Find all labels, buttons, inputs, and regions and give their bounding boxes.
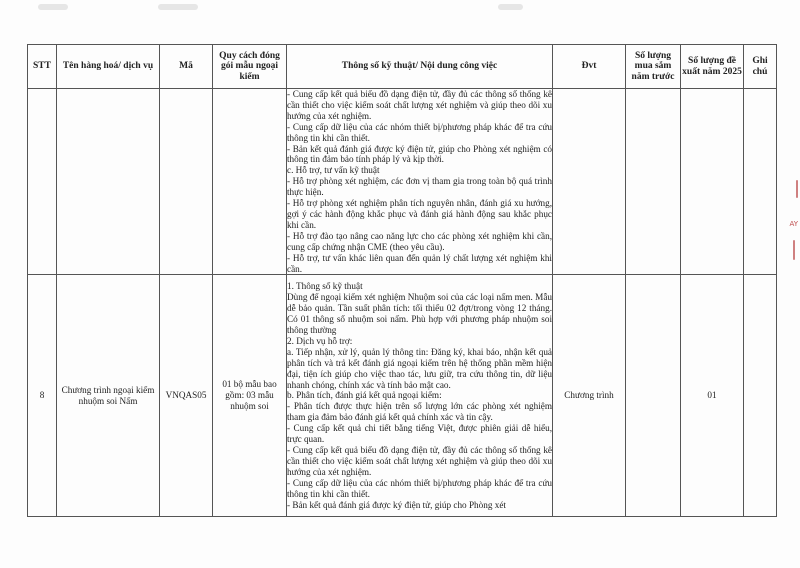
cell-unit: Chương trình bbox=[553, 275, 626, 517]
spec-line: - Cung cấp dữ liệu của các nhóm thiết bị/phương pháp khác để tra cứu thông tin khi cần thiết. bbox=[287, 477, 552, 499]
cell-package: 01 bộ mẫu bao gồm: 03 mẫu nhuộm soi bbox=[213, 275, 287, 517]
spec-line: 2. Dịch vụ hỗ trợ: bbox=[287, 335, 353, 346]
spec-line: c. Hỗ trợ, tư vấn kỹ thuật bbox=[287, 165, 380, 176]
spec-line: - Cung cấp kết quả biểu đồ dạng điện tử, đầy đủ các thông số thống kê cần thiết cho việc kiểm soát chất lượng xét nghiệm và giúp theo dõi xu hướng của xét nghiệm. bbox=[287, 444, 552, 477]
cell-note bbox=[744, 275, 777, 517]
margin-stamp-text: AY bbox=[789, 220, 798, 228]
spec-line: - Hỗ trợ phòng xét nghiệm phân tích nguyên nhân, đánh giá xu hướng, gợi ý các hành động khắc phục và đánh giá hành động sau khắc phục khi cần. bbox=[287, 198, 552, 230]
spec-line: - Phân tích được thực hiện trên số lượng lớn các phòng xét nghiệm tham gia đảm bảo đánh giá kết quả chính xác và tin cậy. bbox=[287, 401, 552, 423]
header-unit: Đvt bbox=[553, 45, 626, 89]
spec-line: b. Phân tích, đánh giá kết quả ngoại kiểm: bbox=[287, 390, 442, 401]
table-row-8 bbox=[28, 275, 777, 517]
cell-prev-qty bbox=[626, 275, 681, 517]
spec-line: - Hỗ trợ, tư vấn khác liên quan đến quản lý chất lượng xét nghiệm khi cần. bbox=[287, 252, 552, 274]
cell-stt: 8 bbox=[28, 275, 57, 517]
spec-line: - Cung cấp kết quả chi tiết bằng tiếng Việt, được phiên giải dễ hiểu, trực quan. bbox=[287, 423, 552, 445]
spec-line: - Bản kết quả đánh giá được ký điện tử, giúp cho Phòng xét nghiệm có thông tin đảm bảo tính pháp lý và kịp thời. bbox=[287, 143, 552, 165]
cell-proposed-qty bbox=[681, 89, 744, 275]
spec-line: - Bản kết quả đánh giá được ký điện tử, giúp cho Phòng xét bbox=[287, 499, 506, 510]
cell-package bbox=[213, 89, 287, 275]
cell-stt bbox=[28, 89, 57, 275]
cell-prev-qty bbox=[626, 89, 681, 275]
cell-note bbox=[744, 89, 777, 275]
procurement-table bbox=[27, 44, 777, 517]
header-code: Mã bbox=[160, 45, 213, 89]
spec-line: - Hỗ trợ đào tạo nâng cao năng lực cho các phòng xét nghiệm khi cần, cung cấp chứng nhận CME (theo yêu cầu). bbox=[287, 230, 552, 252]
cell-name: Chương trình ngoại kiểm nhuộm soi Nấm bbox=[57, 275, 160, 517]
cell-code bbox=[160, 89, 213, 275]
cell-spec bbox=[287, 89, 553, 275]
cell-name bbox=[57, 89, 160, 275]
header-row bbox=[28, 45, 777, 89]
spec-line: 1. Thông số kỹ thuật bbox=[287, 281, 363, 292]
spec-line: - Cung cấp dữ liệu của các nhóm thiết bị/phương pháp khác để tra cứu thông tin khi cần thiết. bbox=[287, 121, 552, 143]
header-stt: STT bbox=[28, 45, 57, 89]
header-spec: Thông số kỹ thuật/ Nội dung công việc bbox=[287, 45, 553, 89]
header-prev-qty: Số lượng mua sắm năm trước bbox=[626, 45, 681, 89]
cell-spec bbox=[287, 275, 553, 517]
spec-line: - Cung cấp kết quả biểu đồ dạng điện tử, đầy đủ các thông số thống kê cần thiết cho việc kiểm soát chất lượng xét nghiệm và giúp theo dõi xu hướng của xét nghiệm. bbox=[287, 89, 552, 121]
header-proposed-qty: Số lượng đề xuất năm 2025 bbox=[681, 45, 744, 89]
table-row-continued bbox=[28, 89, 777, 275]
cell-unit bbox=[553, 89, 626, 275]
spec-line: - Hỗ trợ phòng xét nghiệm, các đơn vị tham gia trong toàn bộ quá trình thực hiện. bbox=[287, 176, 552, 198]
top-bleed-through bbox=[28, 4, 768, 14]
header-note: Ghi chú bbox=[744, 45, 777, 89]
spec-line: Dùng để ngoại kiểm xét nghiệm Nhuộm soi của các loại nấm men. Mẫu dễ bảo quản. Tần suất phân tích: tối thiểu 02 đợt/trong vòng 12 tháng. Có 01 thông số nhuộm soi nấm. Phù hợp với phương pháp nhuộm soi thông thường bbox=[287, 292, 552, 336]
header-name: Tên hàng hoá/ dịch vụ bbox=[57, 45, 160, 89]
cell-proposed-qty: 01 bbox=[681, 275, 744, 517]
header-package: Quy cách đóng gói mẫu ngoại kiểm bbox=[213, 45, 287, 89]
spec-line: a. Tiếp nhận, xử lý, quản lý thông tin: Đăng ký, khai báo, nhận kết quả phân tích và trả kết đánh giá ngoại kiểm trên hệ thống phần mềm hiện đại, tiện ích giúp cho việc thao tác, lưu giữ, tra cứu thông tin, dữ liệu nhanh chóng, chính xác và tính bảo mật cao. bbox=[287, 346, 552, 390]
cell-code: VNQAS05 bbox=[160, 275, 213, 517]
margin-stamp-marks bbox=[786, 180, 800, 260]
